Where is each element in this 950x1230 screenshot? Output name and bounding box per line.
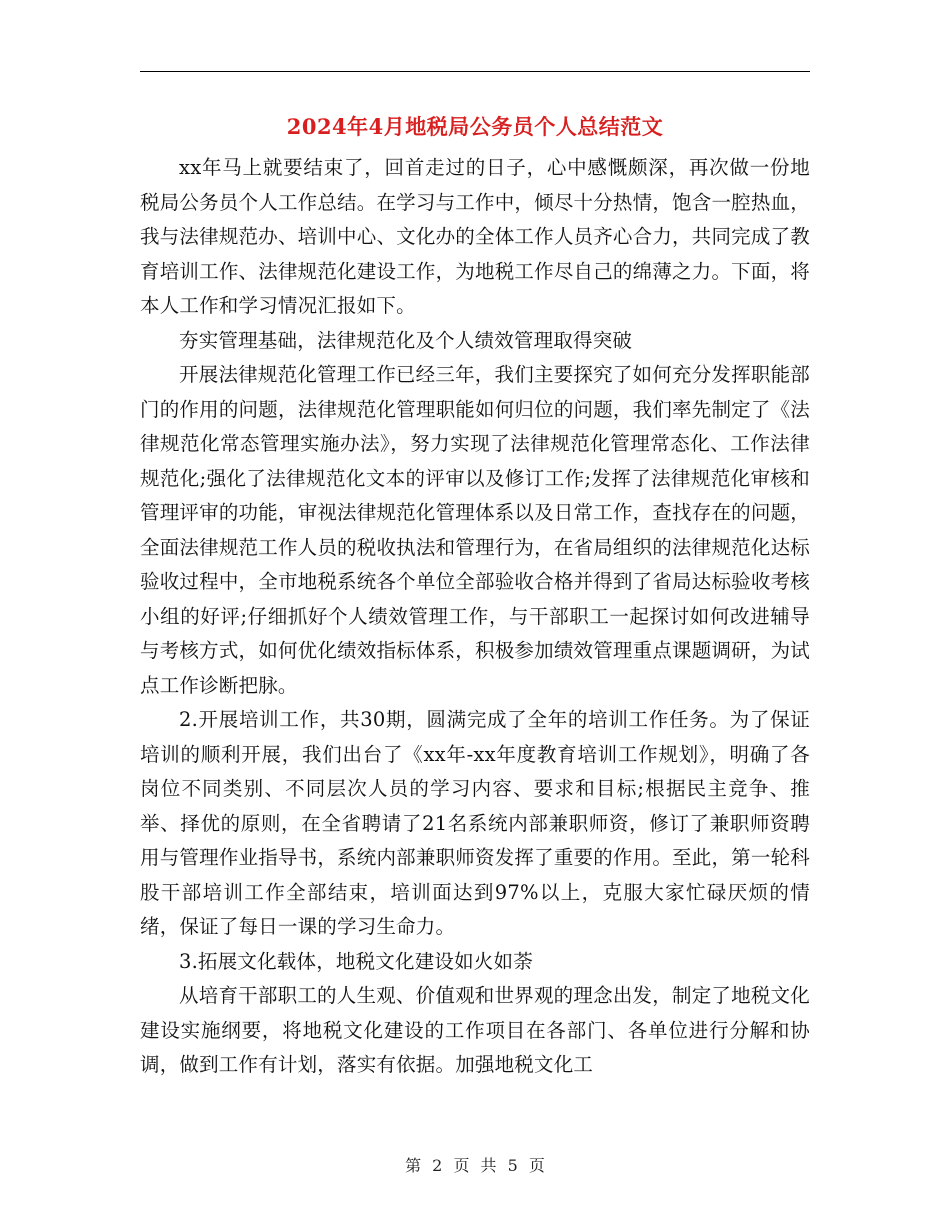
paragraph-culture: 从培育干部职工的人生观、价值观和世界观的理念出发，制定了地税文化建设实施纲要，将地税文化建设的工作项目在各部门、各单位进行分解和协调，做到工作有计划，落实有依据。加强地税文化工 [140, 984, 810, 1076]
paragraph-heading-culture: 3.拓展文化载体，地税文化建设如火如荼 [179, 949, 533, 973]
paragraph-legal-standardization: 开展法律规范化管理工作已经三年，我们主要探究了如何充分发挥职能部门的作用的问题，法律规范化管理职能如何归位的问题，我们率先制定了《法律规范化常态管理实施办法》，努力实现了法律规范化管理常态化、工作法律规范化;强化了法律规范化文本的评审以及修订工作;发挥了法律规范化审核和管理评审的功能，审视法律规范化管理体系以及日常工作，查找存在的问题，全面法律规范工作人员的税收执法和管理行为，在省局组织的法律规范化达标验收过程中，全市地税系统各个单位全部验收合格并得到了省局达标验收考核小组的好评;仔细抓好个人绩效管理工作，与干部职工一起探讨如何改进辅导与考核方式，如何优化绩效指标体系，积极参加绩效管理重点课题调研，为试点工作诊断把脉。 [140, 363, 810, 697]
document-title: 2024年4月地税局公务员个人总结范文 [286, 114, 664, 139]
paragraph-training: 2.开展培训工作，共30期，圆满完成了全年的培训工作任务。为了保证培训的顺利开展，我们出台了《xx年-xx年度教育培训工作规划》，明确了各岗位不同类别、不同层次人员的学习内容、要求和目标;根据民主竞争、推举、择优的原则，在全省聘请了21名系统内部兼职师资，修订了兼职师资聘用与管理作业指导书，系统内部兼职师资发挥了重要的作用。至此，第一轮科股干部培训工作全部结束，培训面达到97%以上，克服大家忙碌厌烦的情绪，保证了每日一课的学习生命力。 [140, 708, 810, 938]
header-rule [140, 71, 810, 72]
paragraph-heading-management: 夯实管理基础，法律规范化及个人绩效管理取得突破 [179, 328, 633, 352]
document-body [140, 151, 810, 1083]
paragraph-intro: xx年马上就要结束了，回首走过的日子，心中感慨颇深，再次做一份地税局公务员个人工作总结。在学习与工作中，倾尽十分热情，饱含一腔热血，我与法律规范办、培训中心、文化办的全体工作人员齐心合力，共同完成了教育培训工作、法律规范化建设工作，为地税工作尽自己的绵薄之力。下面，将本人工作和学习情况汇报如下。 [140, 156, 810, 317]
page-number-footer: 第 2 页 共 5 页 [405, 1156, 545, 1175]
